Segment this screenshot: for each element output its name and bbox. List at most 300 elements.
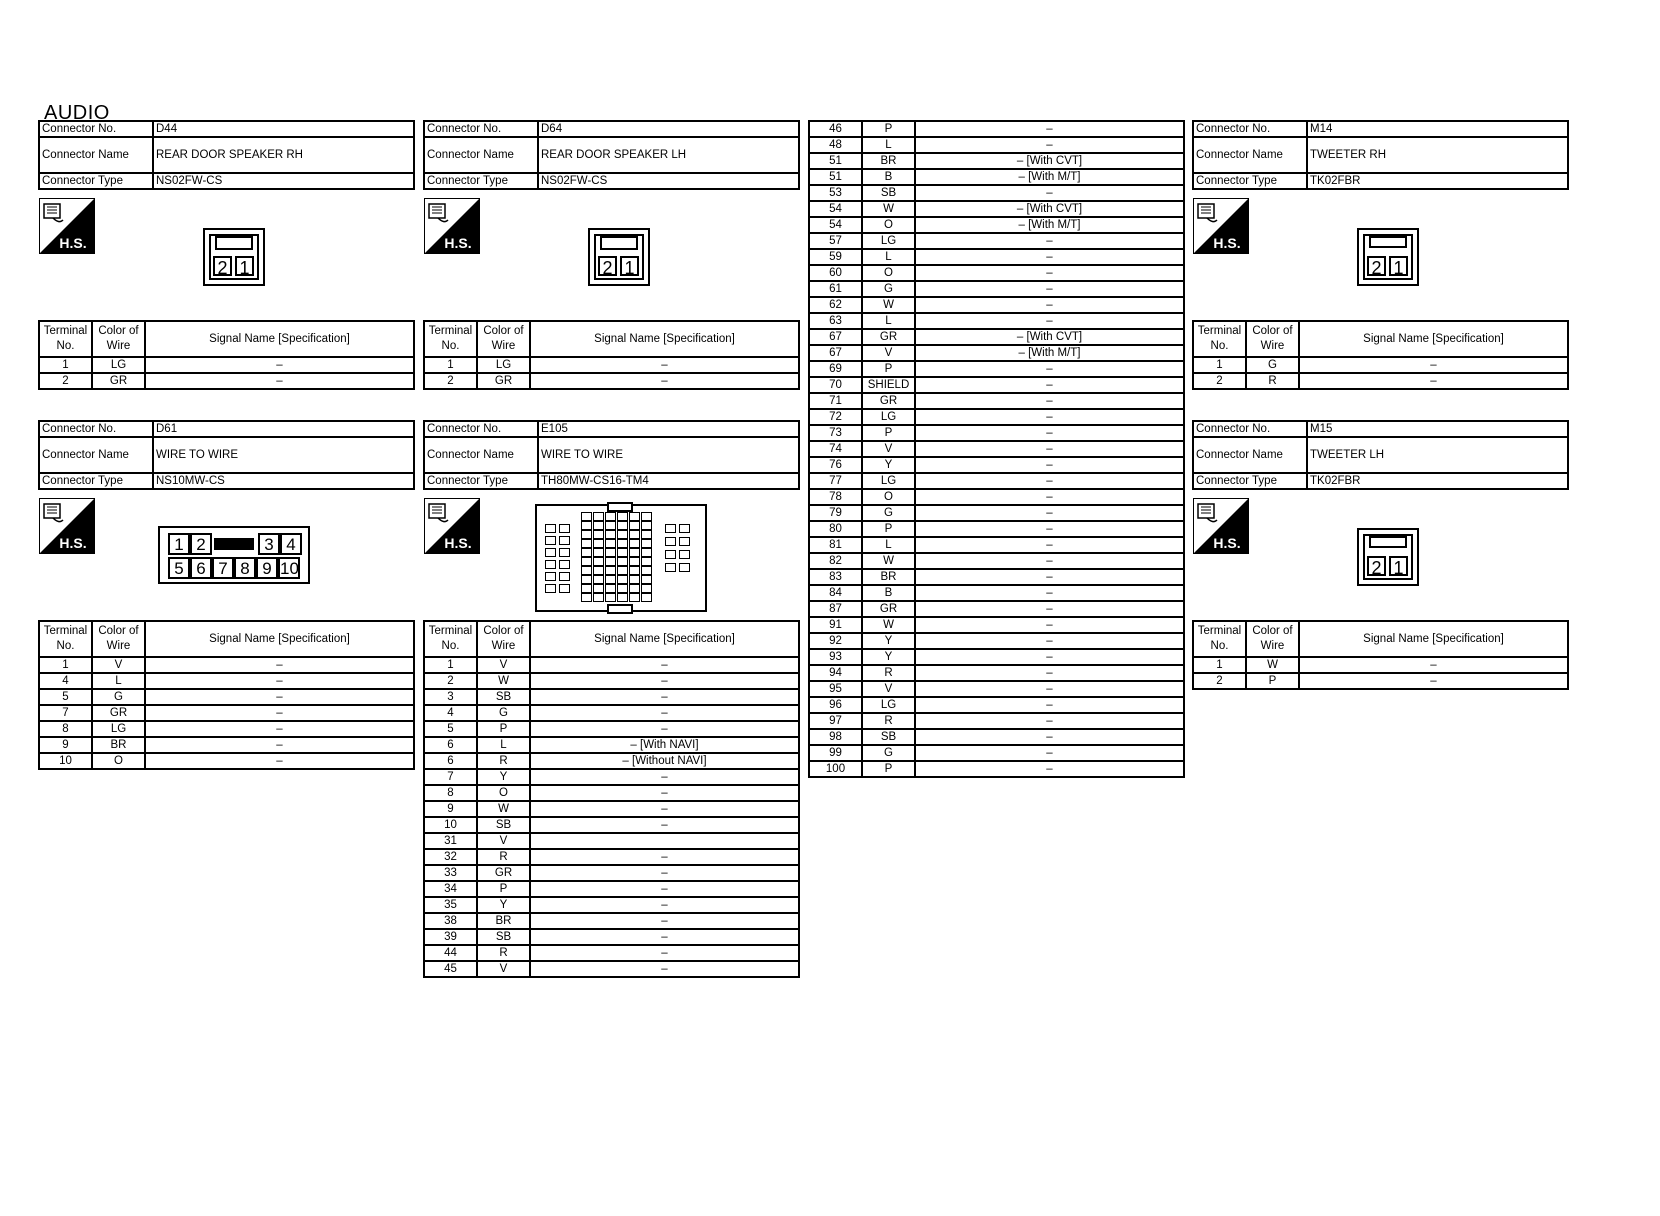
- signal-name: – [With M/T]: [915, 217, 1184, 233]
- connector-type-value: TH80MW-CS16-TM4: [538, 473, 799, 489]
- terminal-no: 5: [39, 689, 92, 705]
- table-row: [424, 833, 799, 849]
- wire-color: GR: [862, 393, 915, 409]
- wire-color: LG: [862, 697, 915, 713]
- pin-label: 6: [190, 557, 212, 579]
- wire-color: P: [477, 721, 530, 737]
- signal-name: –: [915, 569, 1184, 585]
- terminal-no: 39: [424, 929, 477, 945]
- pin-label: 7: [212, 557, 234, 579]
- pin-label: 10: [280, 559, 299, 578]
- signal-name: –: [145, 689, 414, 705]
- signal-name: –: [530, 373, 799, 389]
- table-row: [809, 601, 1184, 617]
- pin-label: 9: [256, 557, 278, 579]
- wire-color: L: [862, 137, 915, 153]
- terminal-no: 1: [39, 357, 92, 373]
- connector-block-d64: [423, 120, 800, 390]
- wire-color: W: [1246, 657, 1299, 673]
- signal-name: –: [915, 713, 1184, 729]
- connector-name-value: TWEETER RH: [1307, 137, 1568, 173]
- wire-color: V: [862, 681, 915, 697]
- signal-name: –: [915, 297, 1184, 313]
- signal-name: –: [915, 425, 1184, 441]
- terminal-no: 91: [809, 617, 862, 633]
- table-row: [809, 345, 1184, 361]
- signal-name: – [With M/T]: [915, 345, 1184, 361]
- terminal-no-header: Terminal No.: [424, 621, 477, 657]
- color-header: Color of Wire: [477, 321, 530, 357]
- wire-color: G: [862, 281, 915, 297]
- terminal-no: 76: [809, 457, 862, 473]
- terminal-no: 51: [809, 153, 862, 169]
- wire-color: Y: [862, 649, 915, 665]
- terminal-no: 3: [424, 689, 477, 705]
- table-row: [809, 697, 1184, 713]
- terminal-table: [423, 620, 800, 978]
- table-row: [39, 689, 414, 705]
- connector-diagram-area: [38, 190, 415, 320]
- table-row: [424, 689, 799, 705]
- wire-color: V: [477, 961, 530, 977]
- wire-color: SB: [862, 185, 915, 201]
- pin-label: 1: [1389, 556, 1408, 576]
- connector-type-value: NS02FW-CS: [538, 173, 799, 189]
- table-row: [809, 649, 1184, 665]
- table-row: [809, 185, 1184, 201]
- terminal-no: 1: [1193, 657, 1246, 673]
- hs-label: H.S.: [1213, 535, 1241, 551]
- table-row: [424, 849, 799, 865]
- table-row: [39, 357, 414, 373]
- table-row: [809, 505, 1184, 521]
- wire-color: V: [477, 657, 530, 673]
- signal-name: –: [530, 705, 799, 721]
- signal-name: –: [915, 233, 1184, 249]
- wire-color: O: [862, 265, 915, 281]
- terminal-no: 59: [809, 249, 862, 265]
- terminal-no: 67: [809, 329, 862, 345]
- connector-no-label: Connector No.: [39, 121, 153, 137]
- signal-name: –: [915, 617, 1184, 633]
- connector-face-diagram: [203, 228, 265, 286]
- signal-name: –: [915, 553, 1184, 569]
- connector-face-diagram: [588, 228, 650, 286]
- wire-color: V: [477, 833, 530, 849]
- wire-color: P: [862, 425, 915, 441]
- terminal-no: 7: [39, 705, 92, 721]
- table-row: [39, 373, 414, 389]
- wire-color: Y: [477, 897, 530, 913]
- signal-name: –: [915, 489, 1184, 505]
- terminal-no: 7: [424, 769, 477, 785]
- terminal-table: [1192, 620, 1569, 690]
- page-title: AUDIO: [44, 102, 110, 124]
- wire-color: BR: [477, 913, 530, 929]
- terminal-no: 60: [809, 265, 862, 281]
- table-row: [809, 153, 1184, 169]
- terminal-no: 1: [39, 657, 92, 673]
- terminal-no: 95: [809, 681, 862, 697]
- terminal-no: 57: [809, 233, 862, 249]
- wire-color: P: [1246, 673, 1299, 689]
- connector-face-diagram: [535, 504, 707, 612]
- terminal-no: 93: [809, 649, 862, 665]
- wire-color: W: [862, 617, 915, 633]
- pin-label: 1: [235, 256, 254, 276]
- hs-label: H.S.: [444, 535, 472, 551]
- signal-name: –: [530, 657, 799, 673]
- signal-name: –: [1299, 673, 1568, 689]
- signal-name: –: [915, 361, 1184, 377]
- connector-type-value: NS02FW-CS: [153, 173, 414, 189]
- table-row: [424, 769, 799, 785]
- table-row: [809, 617, 1184, 633]
- wire-color: V: [862, 345, 915, 361]
- connector-header-table: [1192, 120, 1569, 190]
- signal-name: –: [915, 393, 1184, 409]
- connector-diagram-area: [423, 190, 800, 320]
- signal-name: – [With M/T]: [915, 169, 1184, 185]
- table-row: [809, 169, 1184, 185]
- connector-name-value: WIRE TO WIRE: [538, 437, 799, 473]
- table-row: [809, 665, 1184, 681]
- color-header: Color of Wire: [1246, 321, 1299, 357]
- terminal-table: [38, 320, 415, 390]
- terminal-no: 1: [424, 657, 477, 673]
- wire-color: G: [862, 745, 915, 761]
- wire-color: R: [477, 753, 530, 769]
- wire-color: LG: [477, 357, 530, 373]
- e105-continuation-table: [808, 120, 1185, 778]
- terminal-no: 69: [809, 361, 862, 377]
- wire-color: O: [92, 753, 145, 769]
- connector-name-value: WIRE TO WIRE: [153, 437, 414, 473]
- terminal-no: 61: [809, 281, 862, 297]
- table-row: [809, 745, 1184, 761]
- connector-name-label: Connector Name: [1193, 137, 1307, 173]
- table-row: [809, 361, 1184, 377]
- wire-color: P: [862, 521, 915, 537]
- table-row: [424, 817, 799, 833]
- connector-no-label: Connector No.: [1193, 421, 1307, 437]
- signal-name: –: [915, 697, 1184, 713]
- pin-label: 1: [620, 256, 639, 276]
- table-row: [424, 673, 799, 689]
- connector-no-label: Connector No.: [424, 421, 538, 437]
- table-row: [424, 913, 799, 929]
- signal-name: [530, 833, 799, 849]
- terminal-no: 77: [809, 473, 862, 489]
- signal-name: –: [530, 913, 799, 929]
- hs-label: H.S.: [1213, 235, 1241, 251]
- table-row: [424, 801, 799, 817]
- signal-name: –: [915, 681, 1184, 697]
- connector-no-label: Connector No.: [39, 421, 153, 437]
- wire-color: L: [862, 537, 915, 553]
- signal-name: –: [530, 785, 799, 801]
- wire-color: L: [92, 673, 145, 689]
- connector-diagram-area: [423, 490, 800, 620]
- pin-label: 2: [1367, 256, 1386, 276]
- wire-color: LG: [862, 473, 915, 489]
- connector-diagram-area: [1192, 490, 1569, 620]
- table-row: [809, 329, 1184, 345]
- table-row: [39, 753, 414, 769]
- connector-type-label: Connector Type: [1193, 473, 1307, 489]
- terminal-no: 82: [809, 553, 862, 569]
- terminal-no: 51: [809, 169, 862, 185]
- table-row: [809, 233, 1184, 249]
- signal-name: –: [145, 721, 414, 737]
- harness-side-icon: [424, 498, 480, 554]
- wire-color: V: [92, 657, 145, 673]
- signal-name: –: [915, 377, 1184, 393]
- wire-color: G: [92, 689, 145, 705]
- terminal-no: 6: [424, 737, 477, 753]
- table-row: [424, 373, 799, 389]
- signal-header: Signal Name [Specification]: [530, 321, 799, 357]
- terminal-table: [38, 620, 415, 770]
- connector-no-label: Connector No.: [1193, 121, 1307, 137]
- hs-label: H.S.: [444, 235, 472, 251]
- wire-color: W: [477, 673, 530, 689]
- table-row: [809, 249, 1184, 265]
- signal-name: –: [530, 769, 799, 785]
- table-row: [809, 681, 1184, 697]
- terminal-no: 71: [809, 393, 862, 409]
- signal-name: –: [530, 801, 799, 817]
- signal-name: –: [530, 849, 799, 865]
- table-row: [809, 537, 1184, 553]
- signal-header: Signal Name [Specification]: [145, 621, 414, 657]
- table-row: [809, 265, 1184, 281]
- signal-name: –: [530, 929, 799, 945]
- wire-color: P: [862, 121, 915, 137]
- color-header: Color of Wire: [477, 621, 530, 657]
- wire-color: W: [862, 201, 915, 217]
- signal-name: –: [915, 761, 1184, 777]
- wire-color: R: [862, 713, 915, 729]
- signal-name: –: [915, 457, 1184, 473]
- wire-color: SB: [477, 689, 530, 705]
- terminal-no: 6: [424, 753, 477, 769]
- table-row: [809, 377, 1184, 393]
- table-row: [809, 633, 1184, 649]
- terminal-no: 73: [809, 425, 862, 441]
- signal-name: –: [915, 441, 1184, 457]
- signal-name: –: [530, 865, 799, 881]
- terminal-no: 33: [424, 865, 477, 881]
- signal-name: –: [915, 409, 1184, 425]
- terminal-no-header: Terminal No.: [39, 321, 92, 357]
- terminal-no: 53: [809, 185, 862, 201]
- table-row: [424, 705, 799, 721]
- connector-header-table: [38, 120, 415, 190]
- connector-diagram-area: [38, 490, 415, 620]
- table-row: [809, 393, 1184, 409]
- connector-no-label: Connector No.: [424, 121, 538, 137]
- table-row: [809, 489, 1184, 505]
- table-row: [424, 881, 799, 897]
- signal-name: –: [530, 689, 799, 705]
- terminal-no: 10: [424, 817, 477, 833]
- terminal-no: 92: [809, 633, 862, 649]
- wire-color: P: [477, 881, 530, 897]
- terminal-no-header: Terminal No.: [1193, 321, 1246, 357]
- wire-color: BR: [862, 153, 915, 169]
- wire-color: B: [862, 585, 915, 601]
- wire-color: GR: [862, 329, 915, 345]
- terminal-no-header: Terminal No.: [1193, 621, 1246, 657]
- pin-label: 4: [280, 533, 302, 555]
- signal-name: – [Without NAVI]: [530, 753, 799, 769]
- terminal-no: 1: [1193, 357, 1246, 373]
- signal-name: –: [915, 313, 1184, 329]
- connector-name-value: REAR DOOR SPEAKER LH: [538, 137, 799, 173]
- table-row: [424, 737, 799, 753]
- table-row: [809, 281, 1184, 297]
- table-row: [424, 785, 799, 801]
- table-row: [809, 473, 1184, 489]
- harness-side-icon: [1193, 198, 1249, 254]
- connector-type-value: TK02FBR: [1307, 473, 1568, 489]
- wire-color: SHIELD: [862, 377, 915, 393]
- terminal-table: [423, 320, 800, 390]
- connector-face-diagram: [1357, 528, 1419, 586]
- pin-label: 3: [258, 533, 280, 555]
- terminal-no: 9: [39, 737, 92, 753]
- table-row: [424, 753, 799, 769]
- signal-name: –: [915, 473, 1184, 489]
- connector-no-value: M15: [1307, 421, 1568, 437]
- terminal-no: 2: [1193, 673, 1246, 689]
- table-row: [809, 457, 1184, 473]
- table-row: [424, 865, 799, 881]
- wire-color: G: [862, 505, 915, 521]
- table-row: [39, 673, 414, 689]
- connector-type-value: NS10MW-CS: [153, 473, 414, 489]
- pin-label: 2: [1367, 556, 1386, 576]
- table-row: [809, 521, 1184, 537]
- table-row: [424, 961, 799, 977]
- signal-name: – [With CVT]: [915, 329, 1184, 345]
- signal-name: –: [915, 601, 1184, 617]
- hs-label: H.S.: [59, 535, 87, 551]
- terminal-no: 100: [809, 761, 862, 777]
- pin-label: 1: [168, 533, 190, 555]
- connector-block-d44: [38, 120, 415, 390]
- wire-color: LG: [92, 357, 145, 373]
- connector-type-label: Connector Type: [424, 173, 538, 189]
- wire-color: R: [477, 945, 530, 961]
- signal-name: –: [530, 673, 799, 689]
- connector-no-value: D61: [153, 421, 414, 437]
- table-row: [809, 409, 1184, 425]
- table-row: [1193, 373, 1568, 389]
- terminal-no: 31: [424, 833, 477, 849]
- terminal-no: 1: [424, 357, 477, 373]
- signal-name: –: [915, 121, 1184, 137]
- table-row: [809, 313, 1184, 329]
- signal-name: –: [1299, 357, 1568, 373]
- connector-face-diagram: [1357, 228, 1419, 286]
- wire-color: W: [862, 553, 915, 569]
- terminal-no: 2: [424, 373, 477, 389]
- table-row: [1193, 657, 1568, 673]
- table-row: [809, 713, 1184, 729]
- connector-name-value: TWEETER LH: [1307, 437, 1568, 473]
- terminal-no: 62: [809, 297, 862, 313]
- signal-name: –: [915, 665, 1184, 681]
- table-row: [809, 553, 1184, 569]
- terminal-no: 48: [809, 137, 862, 153]
- connector-type-label: Connector Type: [424, 473, 538, 489]
- signal-name: –: [530, 721, 799, 737]
- signal-name: –: [915, 633, 1184, 649]
- wire-color: SB: [862, 729, 915, 745]
- table-row: [809, 121, 1184, 137]
- connector-header-table: [423, 120, 800, 190]
- connector-type-label: Connector Type: [39, 473, 153, 489]
- terminal-no: 2: [424, 673, 477, 689]
- wire-color: GR: [92, 705, 145, 721]
- wire-color: G: [1246, 357, 1299, 373]
- signal-name: –: [915, 249, 1184, 265]
- terminal-no: 32: [424, 849, 477, 865]
- wire-color: LG: [862, 409, 915, 425]
- connector-no-value: M14: [1307, 121, 1568, 137]
- signal-name: –: [145, 357, 414, 373]
- wire-color: L: [862, 249, 915, 265]
- wire-color: LG: [92, 721, 145, 737]
- table-row: [809, 201, 1184, 217]
- terminal-no: 98: [809, 729, 862, 745]
- harness-side-icon: [1193, 498, 1249, 554]
- signal-header: Signal Name [Specification]: [1299, 321, 1568, 357]
- table-row: [424, 929, 799, 945]
- table-row: [39, 737, 414, 753]
- terminal-no: 97: [809, 713, 862, 729]
- terminal-no: 8: [424, 785, 477, 801]
- wire-color: W: [477, 801, 530, 817]
- table-row: [424, 897, 799, 913]
- terminal-no: 35: [424, 897, 477, 913]
- terminal-no: 9: [424, 801, 477, 817]
- signal-name: –: [145, 737, 414, 753]
- wire-color: P: [862, 361, 915, 377]
- signal-name: –: [530, 897, 799, 913]
- table-row: [424, 657, 799, 673]
- connector-face-diagram: [158, 526, 310, 584]
- wire-color: R: [862, 665, 915, 681]
- terminal-no: 72: [809, 409, 862, 425]
- terminal-no: 8: [39, 721, 92, 737]
- wire-color: B: [862, 169, 915, 185]
- table-row: [424, 357, 799, 373]
- terminal-no: 2: [39, 373, 92, 389]
- terminal-no-header: Terminal No.: [424, 321, 477, 357]
- connector-no-value: E105: [538, 421, 799, 437]
- connector-type-label: Connector Type: [1193, 173, 1307, 189]
- hs-label: H.S.: [59, 235, 87, 251]
- connector-name-label: Connector Name: [39, 137, 153, 173]
- table-row: [39, 705, 414, 721]
- terminal-no: 78: [809, 489, 862, 505]
- signal-name: –: [145, 753, 414, 769]
- wire-color: GR: [862, 601, 915, 617]
- wire-color: BR: [92, 737, 145, 753]
